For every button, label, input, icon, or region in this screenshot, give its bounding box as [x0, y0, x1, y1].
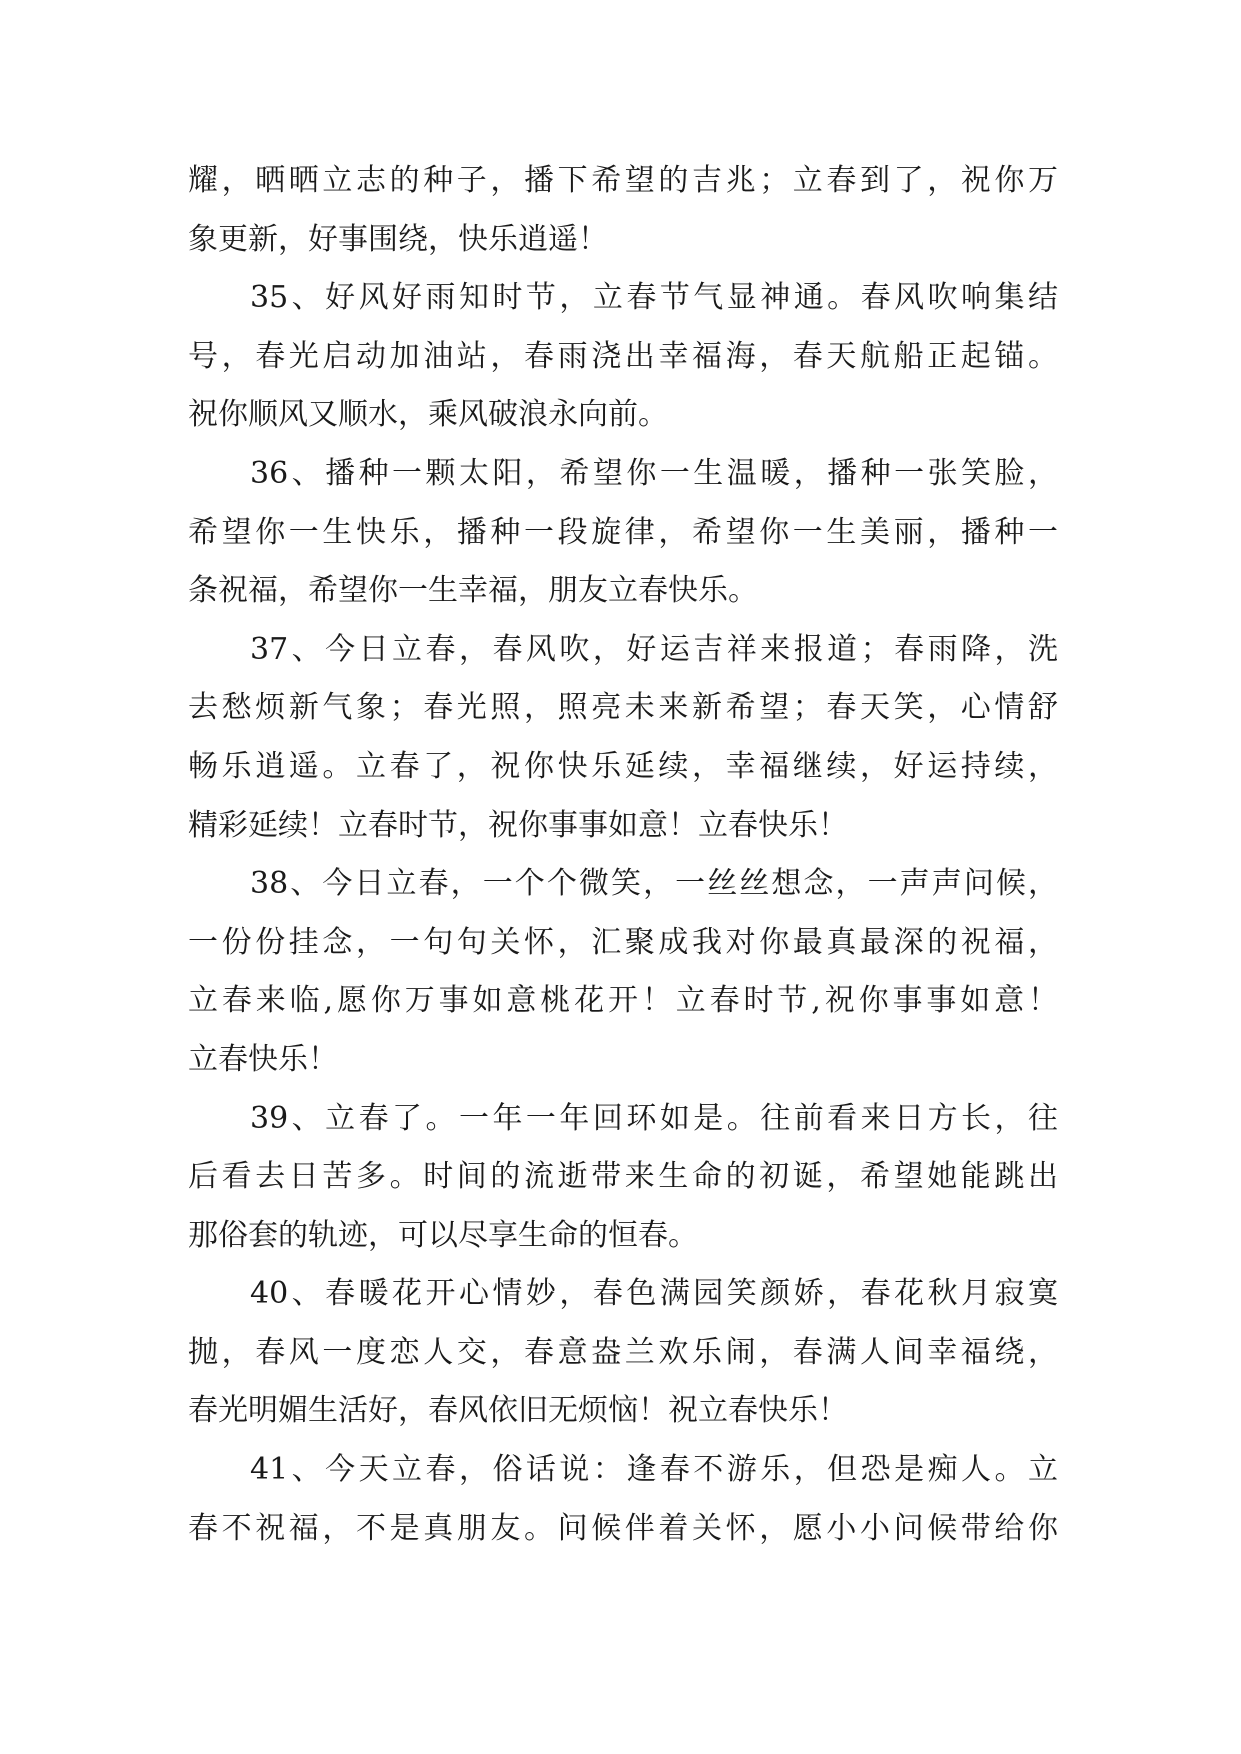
text-line: 40、春暖花开心情妙，春色满园笑颜娇，春花秋月寂寞	[250, 1276, 1058, 1312]
paragraph-35	[188, 269, 1058, 445]
paragraph-37	[188, 621, 1058, 855]
text-line: 后看去日苦多。时间的流逝带来生命的初诞，希望她能跳出	[188, 1159, 1058, 1195]
text-line: 36、播种一颗太阳，希望你一生温暖，播种一张笑脸，	[250, 455, 1058, 491]
text-line: 一份份挂念，一句句关怀，汇聚成我对你最真最深的祝福，	[188, 924, 1058, 960]
paragraph-34-continued	[188, 152, 1058, 269]
text-line: 41、今天立春，俗话说：逢春不游乐，但恐是痴人。立	[250, 1452, 1058, 1488]
text-line: 立春快乐！	[188, 1041, 338, 1077]
text-line: 号，春光启动加油站，春雨浇出幸福海，春天航船正起锚。	[188, 338, 1058, 374]
text-line: 祝你顺风又顺水，乘风破浪永向前。	[188, 397, 668, 433]
text-line: 37、今日立春，春风吹，好运吉祥来报道；春雨降，洗	[250, 631, 1058, 667]
paragraph-40	[188, 1265, 1058, 1441]
text-line: 38、今日立春，一个个微笑，一丝丝想念，一声声问候，	[250, 866, 1058, 902]
text-line: 精彩延续！立春时节，祝你事事如意！立春快乐！	[188, 807, 848, 843]
text-line: 春不祝福，不是真朋友。问候伴着关怀，愿小小问候带给你	[188, 1510, 1058, 1546]
text-line: 希望你一生快乐，播种一段旋律，希望你一生美丽，播种一	[188, 514, 1058, 550]
text-line: 35、好风好雨知时节，立春节气显神通。春风吹响集结	[250, 280, 1058, 316]
text-line: 抛，春风一度恋人交，春意盎兰欢乐闹，春满人间幸福绕，	[188, 1334, 1058, 1370]
paragraph-41	[188, 1441, 1058, 1558]
text-line: 去愁烦新气象；春光照，照亮未来新希望；春天笑，心情舒	[188, 690, 1058, 726]
text-line: 立春来临,愿你万事如意桃花开！立春时节,祝你事事如意！	[188, 983, 1058, 1019]
text-line: 条祝福，希望你一生幸福，朋友立春快乐。	[188, 573, 758, 609]
text-line: 39、立春了。一年一年回环如是。往前看来日方长，往	[250, 1100, 1058, 1136]
paragraph-36	[188, 445, 1058, 621]
paragraph-38	[188, 855, 1058, 1089]
paragraph-39	[188, 1090, 1058, 1266]
text-line: 那俗套的轨迹，可以尽享生命的恒春。	[188, 1217, 698, 1253]
text-line: 耀，晒晒立志的种子，播下希望的吉兆；立春到了，祝你万	[188, 163, 1058, 198]
text-line: 畅乐逍遥。立春了，祝你快乐延续，幸福继续，好运持续，	[188, 748, 1058, 784]
text-line: 象更新，好事围绕，快乐逍遥！	[188, 221, 608, 257]
text-line: 春光明媚生活好，春风依旧无烦恼！祝立春快乐！	[188, 1393, 848, 1429]
document-body	[188, 152, 1058, 1558]
